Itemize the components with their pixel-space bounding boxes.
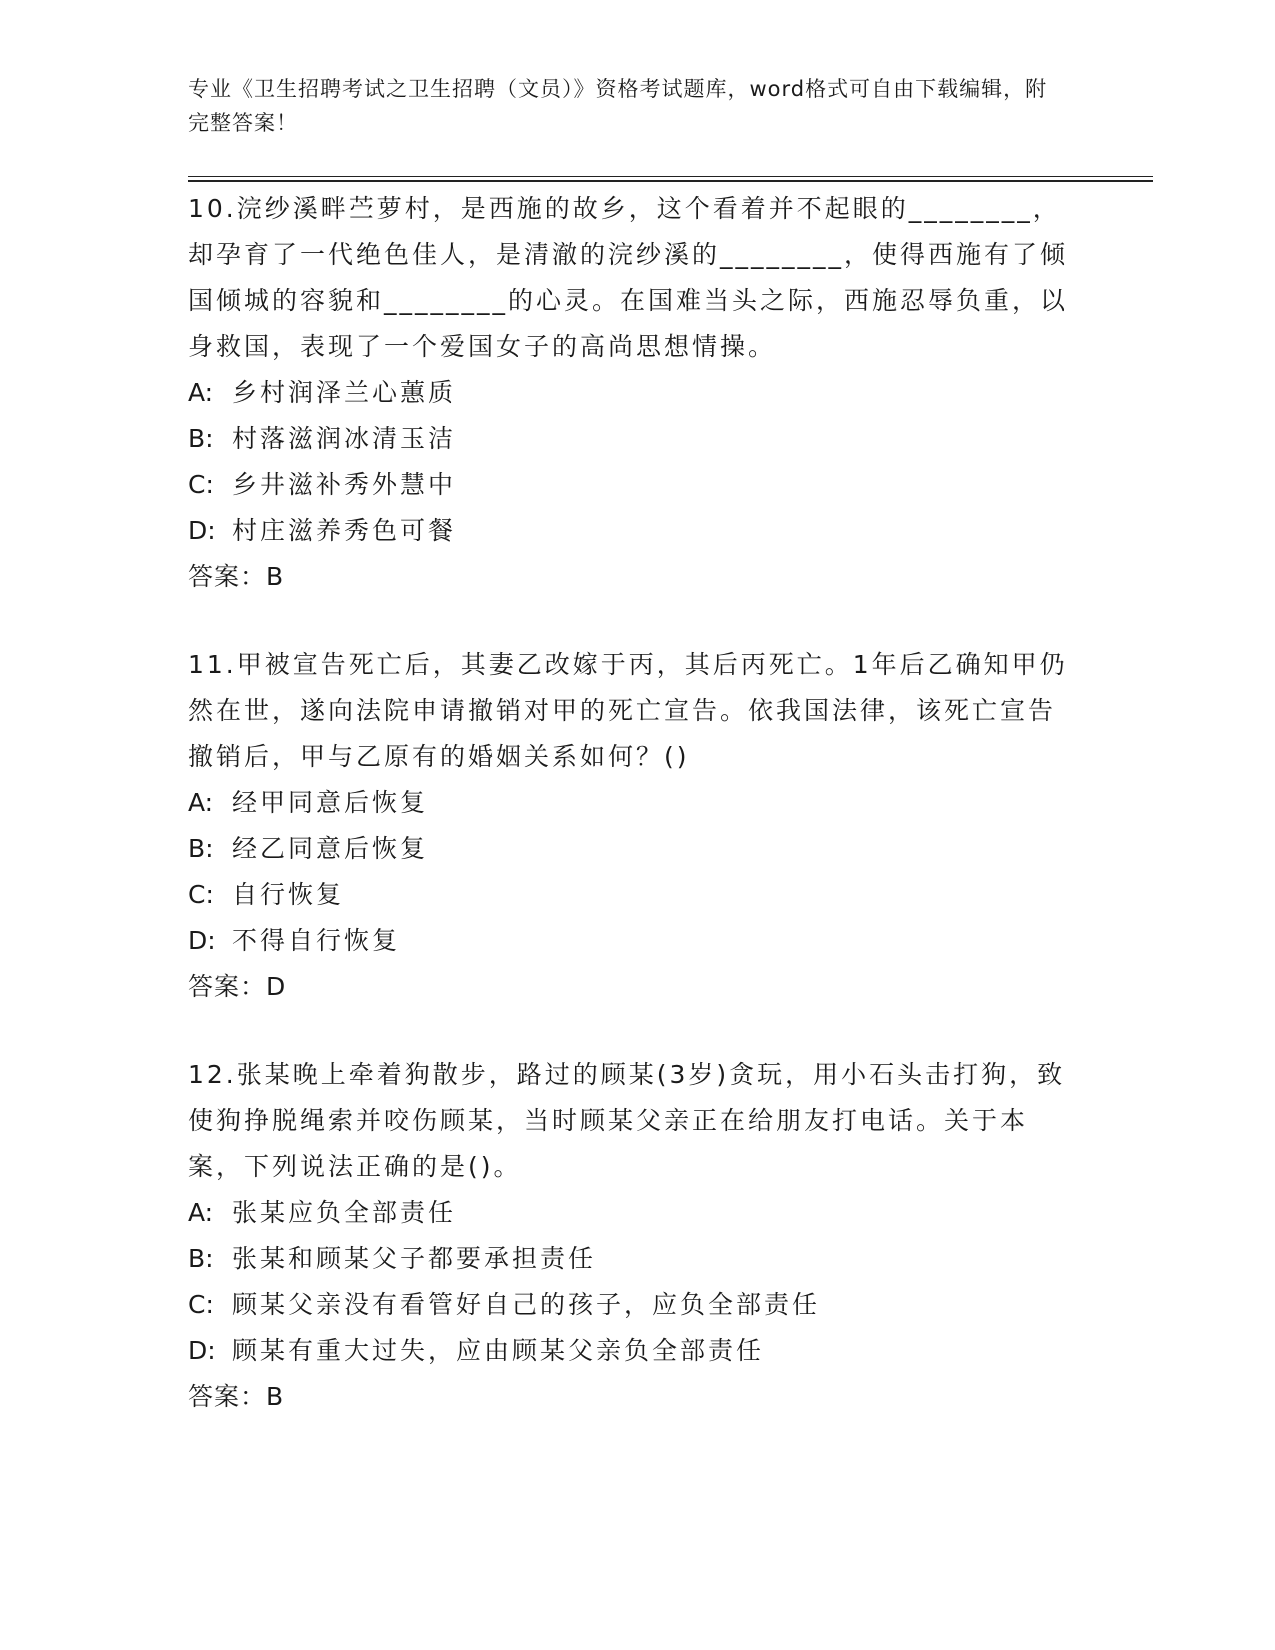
option-text: 张某和顾某父子都要承担责任	[232, 1244, 597, 1273]
option-key: A:	[188, 378, 214, 407]
question-11	[188, 642, 1068, 1010]
option-key: C:	[188, 1290, 214, 1319]
option-text: 张某应负全部责任	[232, 1198, 457, 1227]
option-key: D:	[188, 516, 216, 545]
question-stem: 11.甲被宣告死亡后，其妻乙改嫁于丙，其后丙死亡。1年后乙确知甲仍然在世，遂向法院申请撤销对甲的死亡宣告。依我国法律，该死亡宣告撤销后，甲与乙原有的婚姻关系如何？()	[188, 650, 1068, 771]
option-key: C:	[188, 880, 214, 909]
question-stem: 10.浣纱溪畔苎萝村，是西施的故乡，这个看着并不起眼的________，却孕育了一代绝色佳人，是清澈的浣纱溪的________，使得西施有了倾国倾城的容貌和________的心灵。在国难当头之际，西施忍辱负重，以身救国，表现了一个爱国女子的高尚思想情操。	[188, 194, 1069, 361]
option-key: B:	[188, 424, 214, 453]
option-a	[188, 1190, 1068, 1236]
option-text: 经甲同意后恢复	[232, 788, 429, 817]
option-key: C:	[188, 470, 214, 499]
option-key: D:	[188, 1336, 216, 1365]
option-d	[188, 918, 1068, 964]
question-stem: 12.张某晚上牵着狗散步，路过的顾某(3岁)贪玩，用小石头击打狗，致使狗挣脱绳索并咬伤顾某，当时顾某父亲正在给朋友打电话。关于本案，下列说法正确的是()。	[188, 1060, 1066, 1181]
option-b	[188, 826, 1068, 872]
option-c	[188, 1282, 1068, 1328]
option-b	[188, 1236, 1068, 1282]
option-a	[188, 780, 1068, 826]
answer-line: 答案：D	[188, 972, 287, 1001]
header-divider	[188, 176, 1153, 182]
option-key: A:	[188, 788, 214, 817]
option-text: 顾某父亲没有看管好自己的孩子，应负全部责任	[232, 1290, 821, 1319]
option-text: 自行恢复	[232, 880, 345, 909]
option-a	[188, 370, 1068, 416]
answer-line: 答案：B	[188, 1382, 285, 1411]
option-text: 乡村润泽兰心蕙质	[232, 378, 457, 407]
answer-line: 答案：B	[188, 562, 285, 591]
option-key: D:	[188, 926, 216, 955]
option-text: 不得自行恢复	[232, 926, 401, 955]
option-text: 经乙同意后恢复	[232, 834, 429, 863]
option-key: B:	[188, 1244, 214, 1273]
option-text: 村庄滋养秀色可餐	[232, 516, 457, 545]
option-d	[188, 508, 1068, 554]
question-12	[188, 1052, 1068, 1420]
option-text: 乡井滋补秀外慧中	[232, 470, 457, 499]
option-text: 顾某有重大过失，应由顾某父亲负全部责任	[232, 1336, 765, 1365]
option-d	[188, 1328, 1068, 1374]
question-10	[188, 186, 1068, 600]
option-key: A:	[188, 1198, 214, 1227]
option-c	[188, 872, 1068, 918]
option-key: B:	[188, 834, 214, 863]
option-c	[188, 462, 1068, 508]
option-b	[188, 416, 1068, 462]
document-header: 专业《卫生招聘考试之卫生招聘（文员）》资格考试题库，word格式可自由下载编辑，附完整答案！	[188, 77, 1048, 135]
option-text: 村落滋润冰清玉洁	[232, 424, 457, 453]
